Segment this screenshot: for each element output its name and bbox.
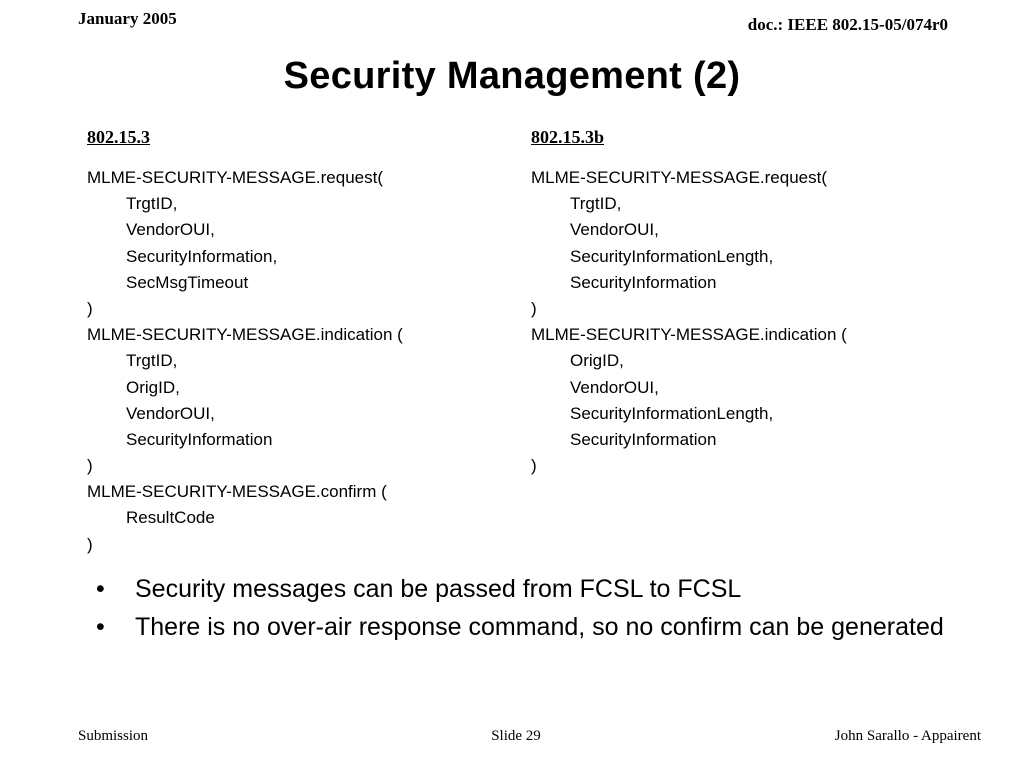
signature-line: MLME-SECURITY-MESSAGE.indication ( — [87, 325, 403, 345]
signature-line: TrgtID, — [126, 194, 178, 214]
signature-line: SecurityInformationLength, — [570, 403, 774, 423]
signature-line: TrgtID, — [126, 351, 178, 371]
slide-title: Security Management (2) — [283, 55, 741, 97]
signature-line: TrgtID, — [570, 194, 622, 214]
bullet-marker: • — [96, 575, 105, 603]
signature-line: ) — [87, 298, 93, 318]
bullet-text: Security messages can be passed from FCSL to FCSL — [135, 575, 742, 603]
signature-line: SecurityInformation — [126, 429, 273, 449]
signature-line: VendorOUI, — [126, 220, 215, 240]
footer-author: John Sarallo - Appairent — [834, 728, 981, 744]
header-date: January 2005 — [78, 9, 177, 28]
signature-line: SecurityInformation — [570, 429, 717, 449]
signature-line: SecurityInformation — [570, 272, 717, 292]
signature-line: OrigID, — [570, 351, 624, 371]
left-column-heading: 802.15.3 — [87, 127, 150, 147]
header-doc-id: doc.: IEEE 802.15-05/074r0 — [747, 15, 948, 34]
signature-line: SecMsgTimeout — [126, 272, 249, 292]
signature-line: VendorOUI, — [570, 377, 659, 397]
signature-line: OrigID, — [126, 377, 180, 397]
footer-submission: Submission — [78, 728, 149, 744]
signature-line: ) — [531, 456, 537, 476]
signature-line: SecurityInformation, — [126, 246, 278, 266]
signature-line: MLME-SECURITY-MESSAGE.indication ( — [531, 325, 847, 345]
bullet-list — [96, 574, 956, 650]
signature-line: ) — [87, 456, 93, 476]
right-column-heading: 802.15.3b — [531, 127, 605, 147]
signature-line: MLME-SECURITY-MESSAGE.confirm ( — [87, 482, 387, 502]
left-column — [87, 126, 507, 558]
right-column-lines — [531, 165, 951, 479]
bullet-item — [96, 574, 956, 605]
footer-slide-number: Slide 29 — [491, 728, 541, 744]
signature-line: ) — [87, 534, 93, 554]
signature-line: ResultCode — [126, 508, 215, 528]
signature-line: ) — [531, 298, 537, 318]
signature-line: VendorOUI, — [126, 403, 215, 423]
signature-line: SecurityInformationLength, — [570, 246, 774, 266]
signature-line: MLME-SECURITY-MESSAGE.request( — [531, 168, 827, 187]
signature-line: VendorOUI, — [570, 220, 659, 240]
signature-line: MLME-SECURITY-MESSAGE.request( — [87, 168, 383, 187]
right-column — [531, 126, 951, 479]
bullet-text: There is no over-air response command, so no confirm can be generated — [135, 613, 944, 641]
bullet-item — [96, 612, 956, 643]
bullet-marker: • — [96, 613, 105, 641]
left-column-lines — [87, 165, 507, 558]
